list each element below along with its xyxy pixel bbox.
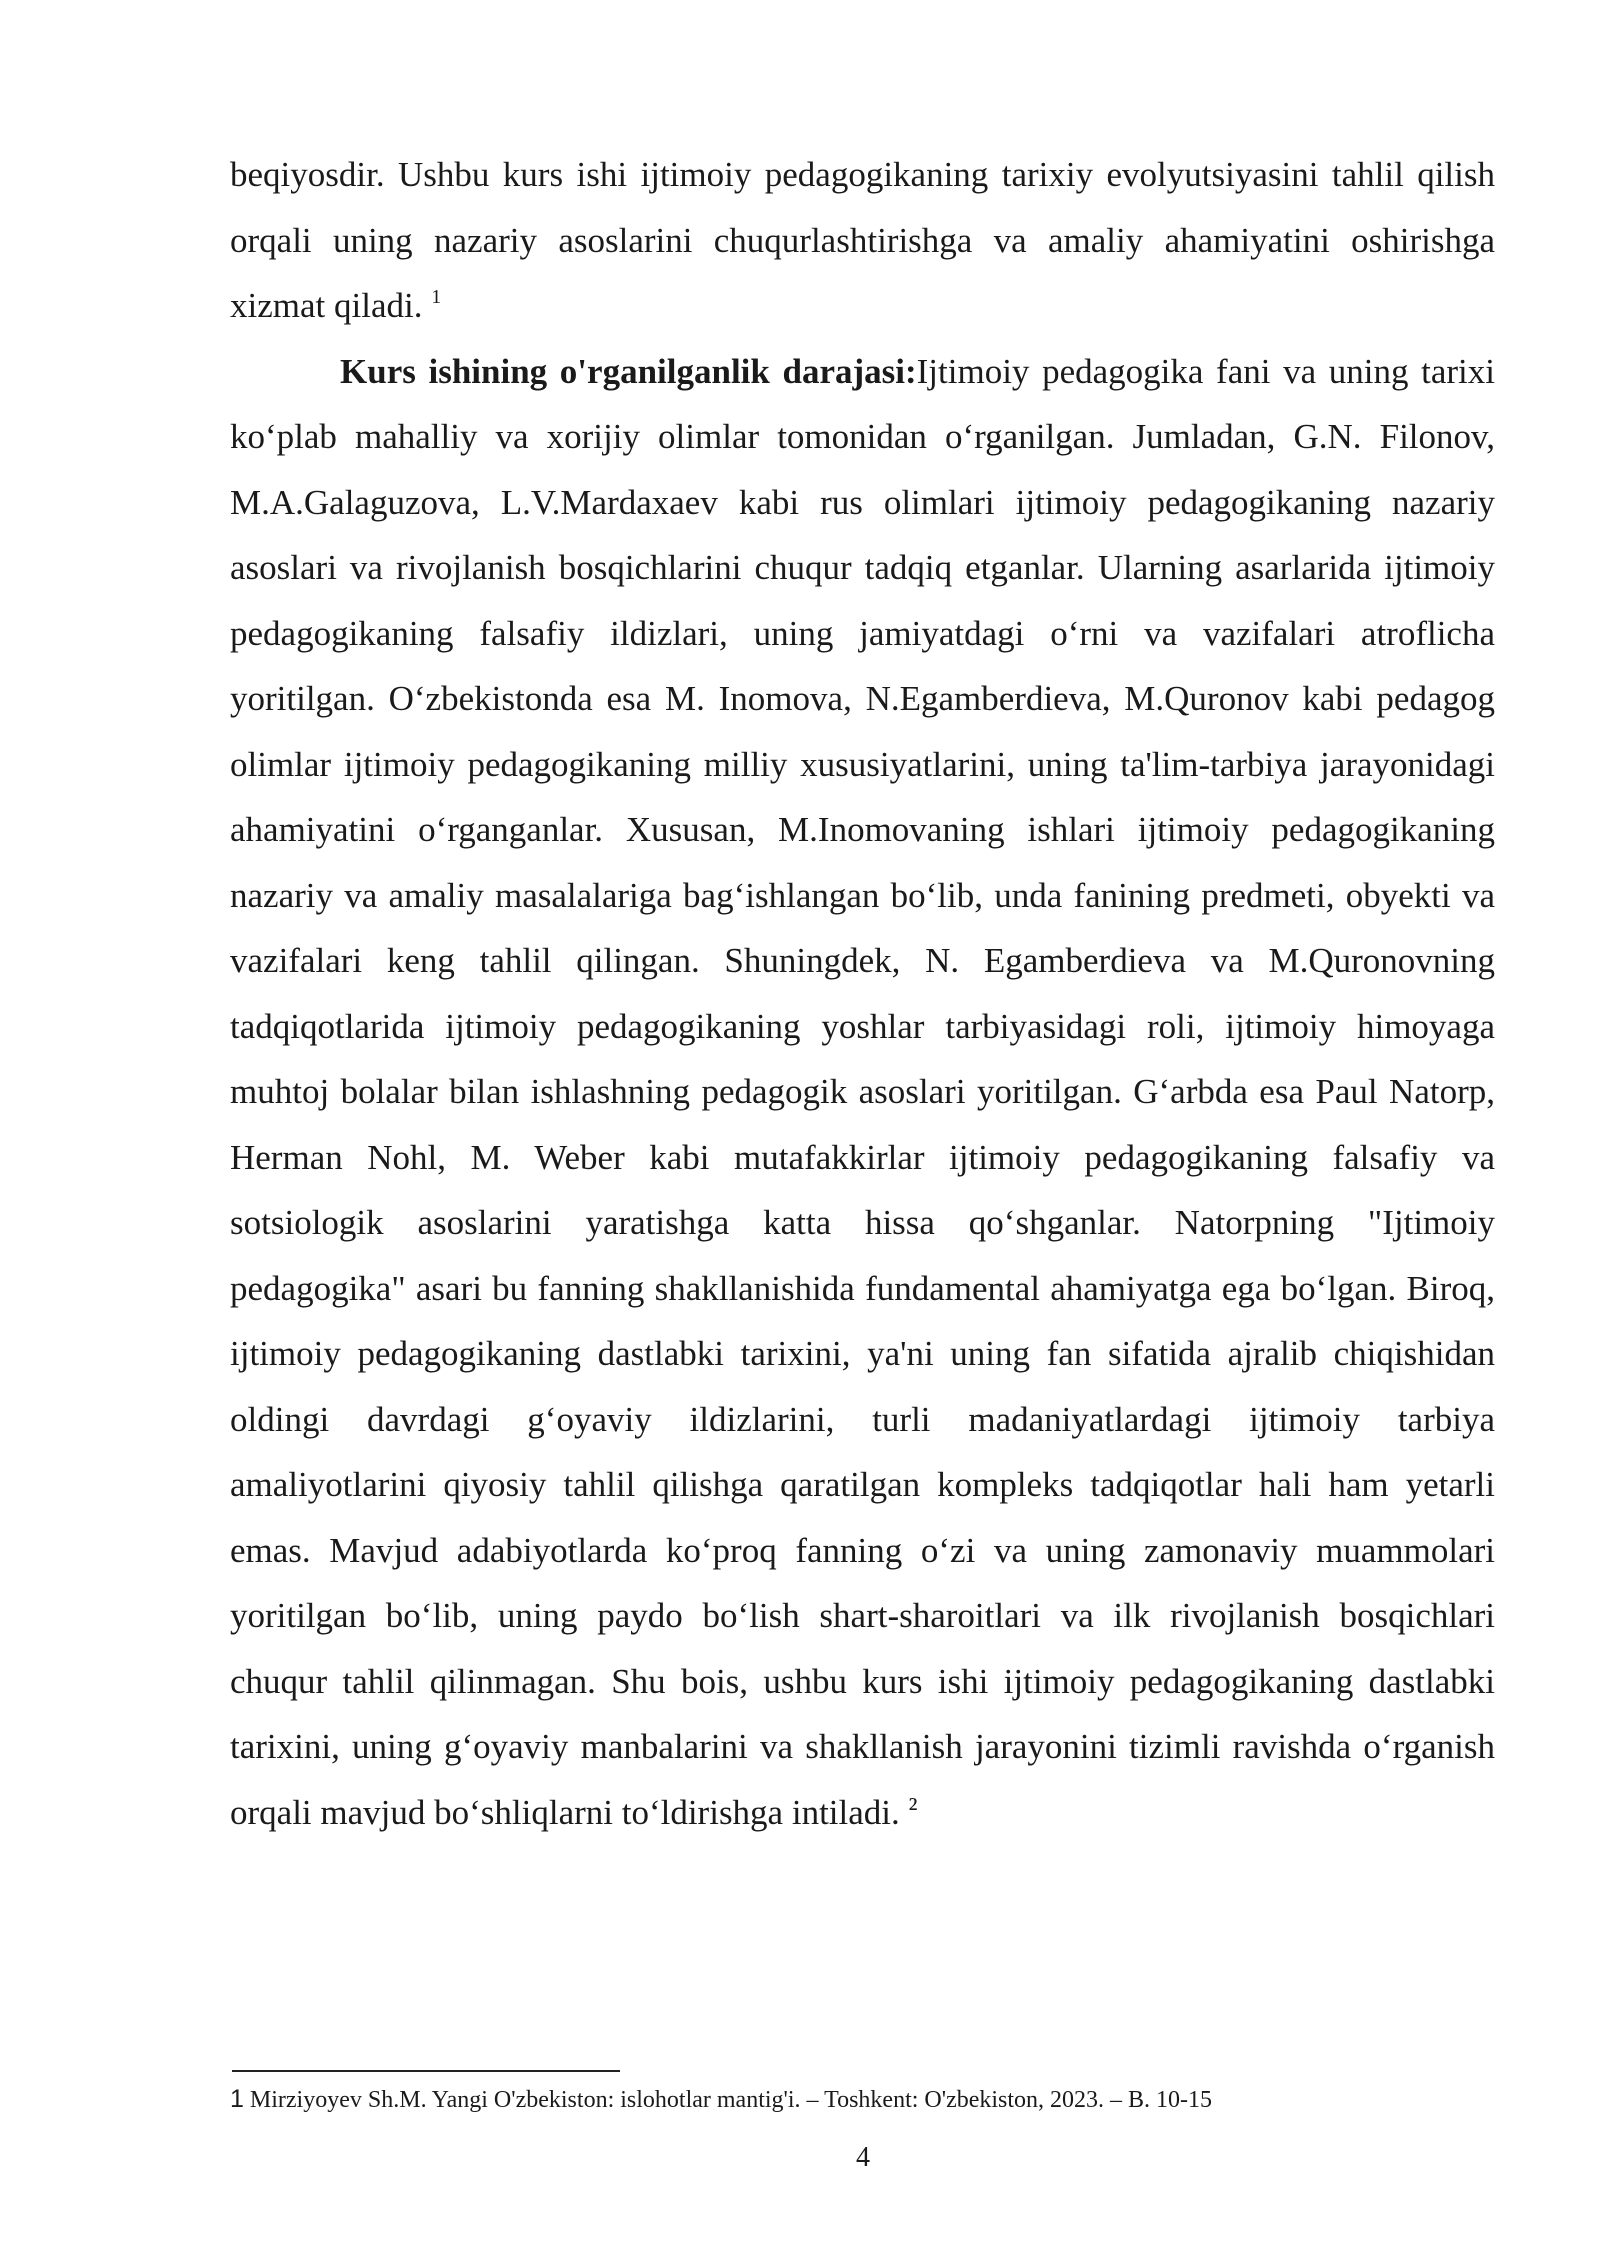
section-heading: Kurs ishining o'rganilganlik darajasi: xyxy=(340,351,917,391)
body-text xyxy=(230,142,1495,1845)
footnote xyxy=(230,2084,1495,2115)
footnote-number: 1 xyxy=(230,2085,244,2113)
footnote-reference-2[interactable]: ² xyxy=(908,1791,918,1825)
paragraph-2 xyxy=(230,339,1495,1846)
page-number: 4 xyxy=(856,2142,870,2173)
footnote-text: Mirziyoyev Sh.M. Yangi O'zbekiston: islohotlar mantig'i. – Toshkent: O'zbekiston, 2023. – B. 10-15 xyxy=(249,2087,1213,2113)
footnote-reference-1[interactable]: 1 xyxy=(431,286,442,308)
paragraph-2-text: Ijtimoiy pedagogika fani va uning tarixi ko‘plab mahalliy va xorijiy olimlar tomonidan o‘rganilgan. Jumladan, G.N. Filonov, M.A.Galaguzova, L.V.Mardaxaev kabi rus olimlari ijtimoiy pedagogikaning nazariy asoslari va rivojlanish bosqichlarini chuqur tadqiq etganlar. Ularning asarlarida ijtimoiy pedagogikaning falsafiy ildizlari, uning jamiyatdagi o‘rni va vazifalari atroflicha yoritilgan. O‘zbekistonda esa M. Inomova, N.Egamberdieva, M.Quronov kabi pedagog olimlar ijtimoiy pedagogikaning milliy xususiyatlarini, uning ta'lim-tarbiya jarayonidagi ahamiyatini o‘rganganlar. Xususan, M.Inomovaning ishlari ijtimoiy pedagogikaning nazariy va amaliy masalalariga bag‘ishlangan bo‘lib, unda fanining predmeti, obyekti va vazifalari keng tahlil qilingan. Shuningdek, N. Egamberdieva va M.Quronovning tadqiqotlarida ijtimoiy pedagogikaning yoshlar tarbiyasidagi roli, ijtimoiy himoyaga muhtoj bolalar bilan ishlashning pedagogik asoslari yoritilgan. G‘arbda esa Paul Natorp, Herman Nohl, M. Weber kabi mutafakkirlar ijtimoiy pedagogikaning falsafiy va sotsiologik asoslarini yaratishga katta hissa qo‘shganlar. Natorpning "Ijtimoiy pedagogika" asari bu fanning shakllanishida fundamental ahamiyatga ega bo‘lgan. Biroq, ijtimoiy pedagogikaning dastlabki tarixini, ya'ni uning fan sifatida ajralib chiqishidan oldingi davrdagi g‘oyaviy ildizlarini, turli madaniyatlardagi ijtimoiy tarbiya amaliyotlarini qiyosiy tahlil qilishga qaratilgan kompleks tadqiqotlar hali ham yetarli emas. Mavjud adabiyotlarda ko‘proq fanning o‘zi va uning zamonaviy muammolari yoritilgan bo‘lib, uning paydo bo‘lish shart-sharoitlari va ilk rivojlanish bosqichlari chuqur tahlil qilinmagan. Shu bois, ushbu kurs ishi ijtimoiy pedagogikaning dastlabki tarixini, uning g‘oyaviy manbalarini va shakllanish jarayonini tizimli ravishda o‘rganish orqali mavjud bo‘shliqlarni to‘ldirishga intiladi. xyxy=(230,351,1495,1832)
paragraph-1-text: beqiyosdir. Ushbu kurs ishi ijtimoiy pedagogikaning tarixiy evolyutsiyasini tahlil qilish orqali uning nazariy asoslarini chuqurlashtirishga va amaliy ahamiyatini oshirishga xizmat qiladi. xyxy=(230,155,1495,325)
footnote-separator xyxy=(232,2070,620,2072)
paragraph-1 xyxy=(230,142,1495,339)
